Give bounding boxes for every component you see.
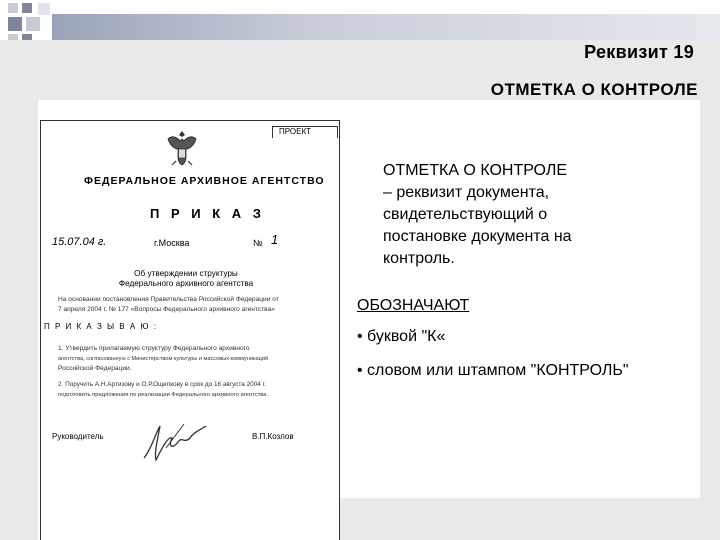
document-city: г.Москва	[154, 238, 190, 248]
document-tag: ПРОЕКТ	[272, 126, 338, 138]
slide-number: Реквизит 19	[584, 42, 694, 62]
designation-list	[357, 328, 629, 396]
document-date: 15.07.04 г.	[52, 236, 107, 248]
document-head-label: Руководитель	[52, 432, 104, 441]
left-margin	[0, 100, 38, 540]
slide-title: ОТМЕТКА О КОНТРОЛЕ	[490, 80, 698, 99]
document-item-1: 1. Утвердить прилагаемую структуру Федерального архивного агентства, согласованную с Министерством культуры и массовых коммуникаций Российской Федерации.	[58, 345, 269, 372]
document-agency: ФЕДЕРАЛЬНОЕ АРХИВНОЕ АГЕНТСТВО	[84, 175, 325, 187]
signature-icon	[138, 418, 214, 466]
right-margin	[700, 100, 720, 500]
document-prikazyvayu: П Р И К А З Ы В А Ю :	[44, 322, 158, 331]
document-number: 1	[271, 232, 279, 247]
document-number-label: №	[253, 238, 263, 248]
bottom-margin	[340, 498, 720, 540]
header-bar	[52, 14, 720, 40]
document-subject: Об утверждении структуры Федерального архивного агентства	[118, 269, 254, 288]
coat-of-arms-icon	[164, 127, 200, 169]
document-basis: На основании постановления Правительства Российской Федерации от 7 апреля 2004 г. № 177 «Вопросы Федерального архивного агентства»	[58, 296, 279, 313]
definition-text: ОТМЕТКА О КОНТРОЛЕ – реквизит документа, свидетельствующий о постановке документа на контроль.	[383, 162, 572, 267]
designation-heading: ОБОЗНАЧАЮТ	[357, 297, 470, 314]
document-order-title: П Р И К А З	[150, 206, 265, 221]
document-head-name: В.П.Козлов	[252, 432, 294, 441]
document-item-2: 2. Поручить А.Н.Артизову и О.Р.Ощепкову в срок до 16 августа 2004 г. подготовить предложения по реализации Федерального архивного агентства.	[58, 381, 269, 398]
list-item: • словом или штампом "КОНТРОЛЬ"	[357, 362, 629, 379]
list-item: • буквой "К«	[357, 328, 446, 345]
